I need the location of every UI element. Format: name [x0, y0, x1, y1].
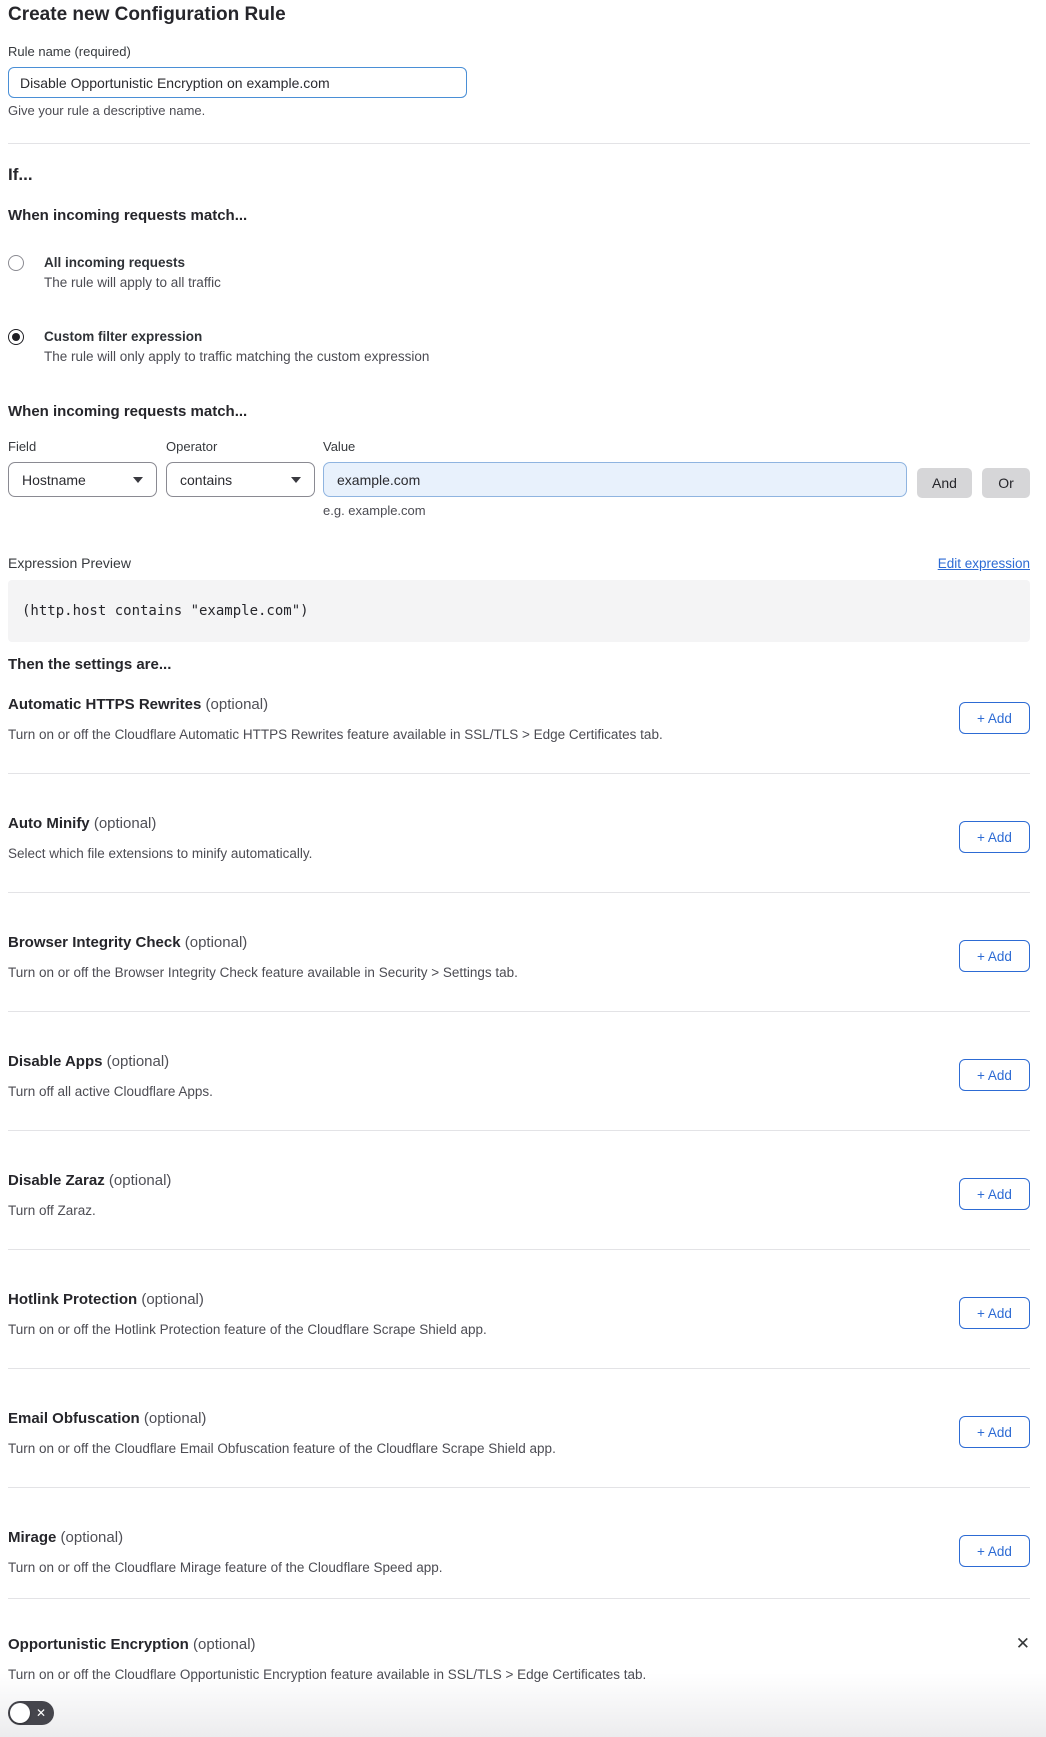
setting-optional-suffix: (optional)	[141, 1291, 204, 1308]
setting-description: Turn on or off the Hotlink Protection feature of the Cloudflare Scrape Shield app.	[8, 1322, 487, 1337]
add-button[interactable]: + Add	[959, 1059, 1030, 1091]
expression-preview-code: (http.host contains "example.com")	[22, 603, 309, 619]
expression-preview-box	[8, 580, 1030, 642]
chevron-down-icon	[133, 477, 143, 483]
value-hint: e.g. example.com	[323, 503, 426, 518]
opportunistic-encryption-toggle[interactable]	[8, 1701, 54, 1725]
rule-name-help: Give your rule a descriptive name.	[8, 103, 206, 118]
setting-description: Turn on or off the Cloudflare Automatic HTTPS Rewrites feature available in SSL/TLS > Edge Certificates tab.	[8, 727, 663, 742]
field-select[interactable]	[8, 462, 157, 497]
setting-title	[8, 1634, 1030, 1653]
setting-description: Turn off all active Cloudflare Apps.	[8, 1084, 213, 1099]
operator-select[interactable]	[166, 462, 315, 497]
field-label: Field	[8, 439, 37, 454]
setting-optional-suffix: (optional)	[205, 696, 269, 713]
field-select-value: Hostname	[22, 471, 86, 488]
setting-description: Turn on or off the Cloudflare Opportunistic Encryption feature available in SSL/TLS > Edge Certificates tab.	[8, 1667, 647, 1682]
radio-option-label: Custom filter expression	[44, 329, 203, 344]
setting-description: Turn on or off the Cloudflare Mirage feature of the Cloudflare Speed app.	[8, 1560, 443, 1575]
radio-button-icon[interactable]	[8, 329, 24, 345]
setting-row	[8, 1250, 1030, 1369]
rule-name-label: Rule name (required)	[8, 44, 131, 59]
setting-name: Opportunistic Encryption	[8, 1636, 189, 1653]
settings-list	[8, 674, 1030, 1599]
operator-select-value: contains	[180, 471, 233, 488]
add-button[interactable]: + Add	[959, 821, 1030, 853]
setting-title	[8, 1530, 1030, 1546]
setting-optional-suffix: (optional)	[143, 1410, 207, 1427]
setting-title	[8, 697, 1030, 713]
setting-row-opportunistic-encryption	[0, 1599, 1046, 1737]
setting-description: Turn on or off the Browser Integrity Check feature available in Security > Settings tab.	[8, 965, 518, 980]
and-button[interactable]: And	[917, 468, 972, 498]
setting-optional-suffix: (optional)	[184, 934, 248, 951]
add-button[interactable]: + Add	[959, 940, 1030, 972]
setting-row	[8, 674, 1030, 774]
radio-option-custom-filter-expression[interactable]	[8, 329, 1030, 365]
value-label: Value	[323, 439, 356, 454]
radio-button-icon[interactable]	[8, 255, 24, 271]
setting-title	[8, 1173, 1030, 1189]
setting-name: Automatic HTTPS Rewrites	[8, 696, 202, 713]
setting-row	[8, 1131, 1030, 1250]
setting-name: Browser Integrity Check	[8, 934, 181, 951]
add-button[interactable]: + Add	[959, 1416, 1030, 1448]
setting-row	[8, 774, 1030, 893]
setting-row	[8, 1488, 1030, 1599]
if-heading: If...	[8, 165, 33, 184]
setting-row	[8, 893, 1030, 1012]
operator-label: Operator	[166, 439, 218, 454]
rule-name-input[interactable]	[8, 67, 467, 98]
setting-name: Disable Apps	[8, 1053, 103, 1070]
setting-optional-suffix: (optional)	[93, 815, 157, 832]
add-button[interactable]: + Add	[959, 1535, 1030, 1567]
close-icon[interactable]: ✕	[1015, 1634, 1030, 1653]
setting-title	[8, 1411, 1030, 1427]
setting-optional-suffix: (optional)	[106, 1053, 170, 1070]
radio-option-all-incoming-requests[interactable]	[8, 255, 1030, 291]
value-input[interactable]	[323, 462, 907, 497]
setting-optional-suffix: (optional)	[60, 1529, 124, 1546]
add-button[interactable]: + Add	[959, 1297, 1030, 1329]
add-button[interactable]: + Add	[959, 1178, 1030, 1210]
or-button[interactable]: Or	[982, 468, 1030, 498]
setting-description: Turn off Zaraz.	[8, 1203, 96, 1218]
radio-option-description: The rule will only apply to traffic matching the custom expression	[44, 349, 430, 364]
setting-title	[8, 935, 1030, 951]
chevron-down-icon	[291, 477, 301, 483]
setting-title	[8, 1292, 1030, 1308]
edit-expression-link[interactable]: Edit expression	[937, 556, 1030, 571]
radio-option-description: The rule will apply to all traffic	[44, 275, 221, 290]
match-heading: When incoming requests match...	[8, 207, 248, 224]
setting-row	[8, 1369, 1030, 1488]
setting-name: Hotlink Protection	[8, 1291, 138, 1308]
expression-preview-label: Expression Preview	[8, 555, 131, 571]
section-divider	[8, 143, 1030, 144]
toggle-knob-icon	[10, 1703, 30, 1723]
setting-name: Mirage	[8, 1529, 57, 1546]
setting-title	[8, 1054, 1030, 1070]
settings-heading: Then the settings are...	[8, 656, 172, 673]
radio-option-label: All incoming requests	[44, 255, 186, 270]
setting-row	[8, 1012, 1030, 1131]
expression-builder-row	[8, 440, 1030, 518]
toggle-off-x-icon: ✕	[35, 1705, 46, 1720]
setting-description: Turn on or off the Cloudflare Email Obfuscation feature of the Cloudflare Scrape Shield app.	[8, 1441, 556, 1456]
setting-name: Email Obfuscation	[8, 1410, 140, 1427]
add-button[interactable]: + Add	[959, 702, 1030, 734]
setting-title	[8, 816, 1030, 832]
expression-builder-heading: When incoming requests match...	[8, 403, 248, 420]
setting-name: Disable Zaraz	[8, 1172, 105, 1189]
setting-name: Auto Minify	[8, 815, 90, 832]
setting-description: Select which file extensions to minify automatically.	[8, 846, 313, 861]
setting-optional-suffix: (optional)	[108, 1172, 172, 1189]
page-title: Create new Configuration Rule	[8, 4, 286, 25]
setting-optional-suffix: (optional)	[193, 1636, 256, 1653]
